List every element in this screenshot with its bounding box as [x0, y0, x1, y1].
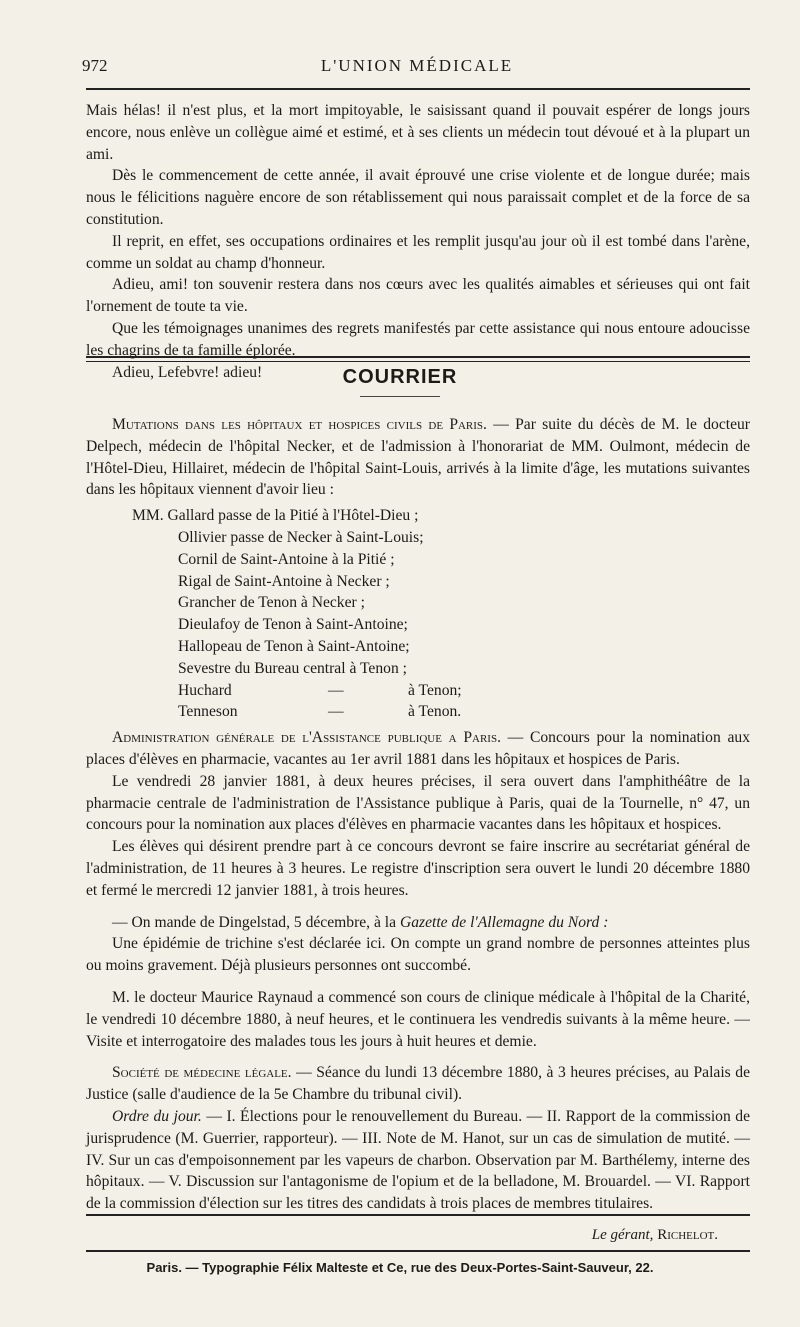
printer-line: Paris. — Typographie Félix Malteste et Ce, rue des Deux-Portes-Saint-Sauveur, 22. — [146, 1260, 654, 1275]
mutations-list — [132, 505, 750, 723]
list-item: Rigal de Saint-Antoine à Necker ; — [178, 572, 390, 590]
obituary-section — [86, 100, 750, 383]
list-item: Sevestre du Bureau central à Tenon ; — [178, 659, 407, 677]
obituary-paragraph: Dès le commencement de cette année, il avait éprouvé une crise violente et de longue durée; mais nous le félicitions naguère encore de son rétablissement qui nous paraissait complet et de la force de sa constitution. — [86, 167, 750, 228]
raynaud-paragraph: M. le docteur Maurice Raynaud a commencé son cours de clinique médicale à l'hôpital de la Charité, le vendredi 10 décembre 1880, à neuf heures, et le continuera les vendredis suivants à la même heure. — Visite et interrogatoire des malades tous les jours à huit heures et demie. — [86, 988, 750, 1050]
section-title: COURRIER — [342, 366, 458, 388]
order-label: Ordre du jour. — [112, 1107, 202, 1125]
section-rule — [86, 356, 750, 358]
list-item: Ollivier passe de Necker à Saint-Louis; — [178, 528, 424, 546]
page-number: 972 — [82, 56, 108, 75]
header-rule — [86, 88, 750, 90]
assistance-paragraph: Administration générale de l'Assistance publique a Paris. — Concours pour la nomination aux places d'élèves en pharmacie, vacantes au 1er avril 1881 dans les hôpitaux et hospices de Paris. — [86, 729, 750, 768]
footer-rule — [86, 1214, 750, 1216]
mutations-text: — Par suite du décès de M. le docteur Delpech, médecin de l'hôpital Necker, et de l'admission à l'honorariat de MM. Oulmont, médecin de l'Hôtel-Dieu, Hillairet, médecin de l'hôpital Saint-Louis, arrivés à la limite d'âge, les mutations suivantes dans les hôpitaux viennent d'avoir lieu : — [86, 416, 750, 499]
list-item: Hallopeau de Tenon à Saint-Antoine; — [178, 637, 410, 655]
section-rule-thin — [86, 361, 750, 362]
assistance-lead: Administration générale de l'Assistance publique a Paris. — [112, 729, 501, 747]
footer-rule-bottom — [86, 1250, 750, 1252]
list-item: Huchard — à Tenon; — [178, 681, 462, 699]
order-of-day-paragraph: Ordre du jour. — I. Élections pour le renouvellement du Bureau. — II. Rapport de la commission de jurisprudence (M. Guerrier, rapporteur). — III. Note de M. Hanot, sur un cas de simulation de mutité. — IV. Sur un cas d'empoisonnement par les vapeurs de charbon. Observation par M. Barthélemy, interne des hôpitaux. — V. Discussion sur l'antagonisme de l'opium et de la belladone, M. Brouardel. — VI. Rapport de la commission d'élection sur les titres des candidats à trois places de membres titulaires. — [86, 1107, 750, 1213]
title-underline — [360, 396, 440, 397]
list-item: MM. Gallard passe de la Pitié à l'Hôtel-Dieu ; — [132, 507, 419, 525]
obituary-paragraph: Mais hélas! il n'est plus, et la mort impitoyable, le saisissant quand il pouvait espérer de longs jours encore, nous enlève un collègue aimé et estimé, et à ses clients un médecin tout dévoué et à la plupart un ami. — [86, 102, 750, 163]
newspaper-source: Gazette de l'Allemagne du Nord : — [399, 913, 609, 931]
journal-title: L'UNION MÉDICALE — [320, 56, 514, 75]
list-item: Grancher de Tenon à Necker ; — [178, 594, 365, 612]
obituary-paragraph: Adieu, ami! ton souvenir restera dans nos cœurs avec les qualités aimables et sérieuses qui ont fait l'ornement de toute ta vie. — [86, 276, 750, 316]
obituary-closing: Adieu, Lefebvre! adieu! — [112, 363, 263, 381]
list-item: Tenneson — à Tenon. — [178, 703, 462, 721]
page-header — [82, 56, 752, 82]
societe-lead: Société de médecine légale. — [112, 1064, 292, 1082]
list-item: Cornil de Saint-Antoine à la Pitié ; — [178, 550, 395, 568]
signature: Le gérant, Richelot. — [591, 1227, 718, 1243]
mutations-paragraph — [86, 414, 750, 501]
list-item: Dieulafoy de Tenon à Saint-Antoine; — [178, 616, 408, 634]
assistance-paragraph: Le vendredi 28 janvier 1881, à deux heures précises, il sera ouvert dans l'amphithéâtre de la pharmacie centrale de l'administration de l'Assistance publique à Paris, quai de la Tournelle, n° 47, un concours pour la nomination aux places d'élèves en pharmacie vacantes dans les hôpitaux et hospices. — [86, 772, 750, 834]
dingelstad-paragraph: — On mande de Dingelstad, 5 décembre, à la Gazette de l'Allemagne du Nord : — [112, 913, 609, 931]
mutations-lead: Mutations dans les hôpitaux et hospices civils de Paris. — [112, 416, 487, 433]
assistance-paragraph: Les élèves qui désirent prendre part à ce concours devront se faire inscrire au secrétariat général de l'administration, de 11 heures à 3 heures. Le registre d'inscription sera ouvert le lundi 20 décembre 1880 et fermé le mercredi 12 janvier 1881, à trois heures. — [86, 838, 750, 899]
societe-paragraph: Société de médecine légale. — Séance du lundi 13 décembre 1880, à 3 heures précises, au Palais de Justice (salle d'audience de la 5e Chambre du tribunal civil). — [86, 1064, 750, 1104]
obituary-paragraph: Il reprit, en effet, ses occupations ordinaires et les remplit jusqu'au jour où il est tombé dans l'arène, comme un soldat au champ d'honneur. — [86, 232, 750, 272]
courrier-section — [86, 414, 750, 1215]
obituary-paragraph: Que les témoignages unanimes des regrets manifestés par cette assistance qui nous entoure adoucisse les chagrins de ta famille éplorée. — [86, 319, 750, 359]
dingelstad-paragraph: Une épidémie de trichine s'est déclarée ici. On compte un grand nombre de personnes atteintes plus ou moins gravement. Déjà plusieurs personnes ont succombé. — [86, 935, 750, 975]
